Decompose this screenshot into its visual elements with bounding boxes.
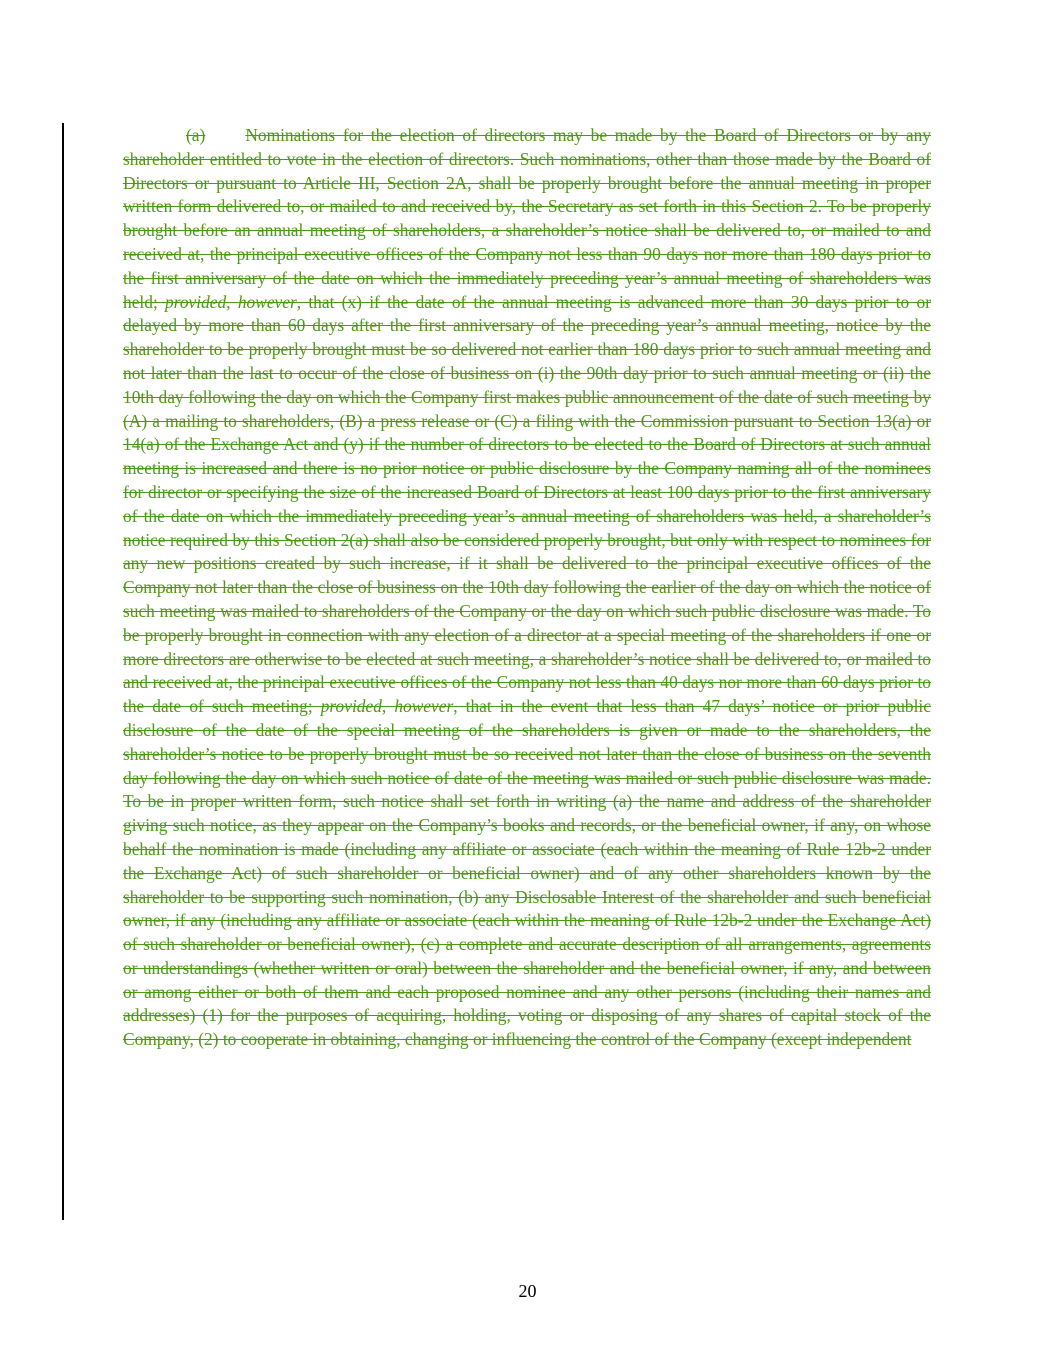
however-emphasis-2: however — [394, 696, 454, 717]
text-segment-4: , — [381, 696, 395, 717]
text-segment-2: , — [226, 291, 238, 312]
label-tab-gap — [205, 124, 245, 148]
provided-emphasis-2: provided — [320, 696, 382, 717]
deleted-paragraph — [123, 124, 931, 1052]
text-segment-5: , that in the event that less than 47 days’ notice or prior public disclosure of the date of the special meeting of the shareholders is given or made to the shareholders, the shareholder’s notice to be properly brought must be so received not later than the close of business on the seventh day following the day on which such notice of date of the meeting was mailed or such public disclosure was made. To be in proper written form, such notice shall set forth in writing (a) the name and address of the shareholder giving such notice, as they appear on the Company’s books and records, or the beneficial owner, if any, on whose behalf the nomination is made (including any affiliate or associate (each within the meaning of Rule 12b-2 under the Exchange Act) of such shareholder or beneficial owner) and of any other shareholders known by the shareholder to be supporting such nomination, (b) any Disclosable Interest of the shareholder and such beneficial owner, if any (including any affiliate or associate (each within the meaning of Rule 12b-2 under the Exchange Act) of such shareholder or beneficial owner), (c) a complete and accurate description of all arrangements, agreements or understandings (whether written or oral) between the shareholder and the beneficial owner, if any, and between or among either or both of them and each proposed nominee and any other persons (including their names and addresses) (1) for the purposes of acquiring, holding, voting or disposing of any shares of capital stock of the Company, (2) to cooperate in obtaining, changing or influencing the control of the Company (except independent — [123, 696, 931, 1050]
page-number: 20 — [518, 1281, 537, 1301]
revision-change-bar — [62, 123, 64, 1220]
paragraph-label: (a) — [186, 125, 206, 145]
however-emphasis-1: however — [237, 291, 297, 312]
text-segment-3: , that (x) if the date of the annual meeting is advanced more than 30 days prior to or delayed by more than 60 days after the first anniversary of the preceding year’s annual meeting, notice by the shareholder to be properly brought must be so delivered not earlier than 180 days prior to such annual meeting and not later than the last to occur of the close of business on (i) the 90th day prior to such annual meeting or (ii) the 10th day following the day on which the Company first makes public announcement of the date of such meeting by (A) a mailing to shareholders, (B) a press release or (C) a filing with the Commission pursuant to Section 13(a) or 14(a) of the Exchange Act and (y) if the number of directors to be elected to the Board of Directors at such annual meeting is increased and there is no prior notice or public disclosure by the Company naming all of the nominees for director or specifying the size of the increased Board of Directors at least 100 days prior to the first anniversary of the date on which the immediately preceding year’s annual meeting of shareholders was held, a shareholder’s notice required by this Section 2(a) shall also be considered properly brought, but only with respect to nominees for any new positions created by such increase, if it shall be delivered to the principal executive offices of the Company not later than the close of business on the 10th day following the earlier of the day on which the notice of such meeting was mailed to shareholders of the Company or the day on which such public disclosure was made. To be properly brought in connection with any election of a director at a special meeting of the shareholders if one or more directors are otherwise to be elected at such meeting, a shareholder’s notice shall be delivered to, or mailed to and received at, the principal executive offices of the Company not less than 40 days nor more than 60 days prior to the date of such meeting; — [123, 291, 931, 717]
provided-emphasis-1: provided — [165, 291, 227, 312]
text-segment-1: Nominations for the election of directors may be made by the Board of Directors or by any shareholder entitled to vote in the election of directors. Such nominations, other than those made by the Board of Directors or pursuant to Article III, Section 2A, shall be properly brought before the annual meeting in proper written form delivered to, or mailed to and received by, the Secretary as set forth in this Section 2. To be properly brought before an annual meeting of shareholders, a shareholder’s notice shall be delivered to, or mailed to and received at, the principal executive offices of the Company not less than 90 days nor more than 180 days prior to the first anniversary of the date on which the immediately preceding year’s annual meeting of shareholders was held; — [123, 125, 931, 312]
